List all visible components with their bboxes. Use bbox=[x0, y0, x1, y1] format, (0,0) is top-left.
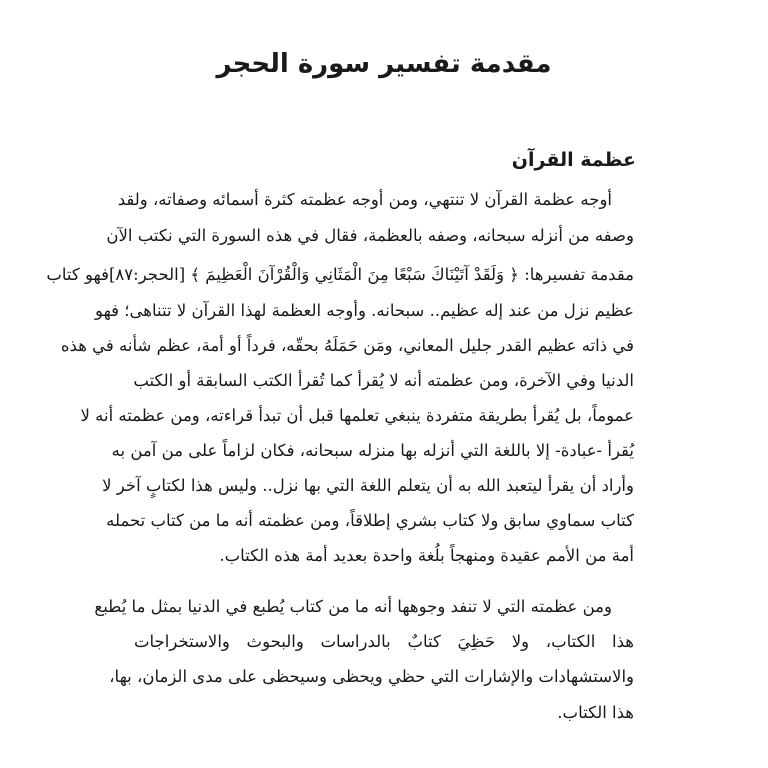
paragraph-line: الدنيا وفي الآخرة، ومن عظمته أنه لا يُقرأ كما تُقرأ الكتب السابقة أو الكتب bbox=[133, 371, 634, 390]
paragraph-line: أمة من الأمم عقيدة ومنهجاً بلُغة واحدة بعديد أمة هذه الكتاب. bbox=[219, 546, 634, 565]
paragraph-line: أوجه عظمة القرآن لا تنتهي، ومن أوجه عظمته كثرة أسمائه وصفاته، ولقد bbox=[117, 190, 612, 209]
paragraph-line: هذا الكتاب. bbox=[557, 703, 634, 722]
paragraph-line: وأراد أن يقرأ ليتعبد الله به أن يتعلم اللغة التي بها نزل.. وليس هذا لكتابٍ آخر لا bbox=[102, 476, 634, 495]
paragraph-line: يُقرأ -عبادة- إلا باللغة التي أنزله بها منزله سبحانه، فكان لزاماً على من آمن به bbox=[111, 441, 634, 460]
paragraph-line: كتاب سماوي سابق ولا كتاب بشري إطلاقاً، ومن عظمته أنه ما من كتاب تحمله bbox=[106, 511, 634, 530]
paragraph-line: ومن عظمته التي لا تنفد وجوهها أنه ما من كتاب يُطبع في الدنيا بمثل ما يُطبع bbox=[94, 597, 612, 616]
section-heading: عظمة القرآن bbox=[511, 149, 636, 171]
page-title: مقدمة تفسير سورة الحجر bbox=[216, 49, 552, 79]
paragraph-line: في ذاته عظيم القدر جليل المعاني، ومَن حَمَلَهُ بحقّه، فرداً أو أمة، عظم شأنه في هذه bbox=[60, 336, 634, 355]
paragraph-line: هذا الكتاب، ولا حَظِيَ كتابٌ بالدراسات والبحوث والاستخراجات bbox=[134, 632, 634, 651]
paragraph-line: عموماً، بل يُقرأ بطريقة متفردة ينبغي تعلمها قبل أن تبدأ قراءته، ومن عظمته أنه لا bbox=[80, 406, 634, 425]
paragraph-line: والاستشهادات والإشارات التي حظي ويحظى وسيحظى على مدى الزمان، بها، bbox=[109, 667, 634, 686]
paragraph-line: وصفه من أنزله سبحانه، وصفه بالعظمة، فقال في هذه السورة التي نكتب الآن bbox=[106, 226, 634, 245]
paragraph-line-with-verse: مقدمة تفسيرها: ﴿ وَلَقَدْ آتَيْنَاكَ سَبْعًا مِنَ الْمَثَانِي وَالْقُرْآنَ الْعَظِيمَ ﴾ [الحجر:٨٧]فهو كتاب bbox=[46, 265, 634, 284]
paragraph-line: عظيم نزل من عند إله عظيم.. سبحانه. وأوجه العظمة لهذا القرآن لا تتناهى؛ فهو bbox=[95, 301, 634, 320]
